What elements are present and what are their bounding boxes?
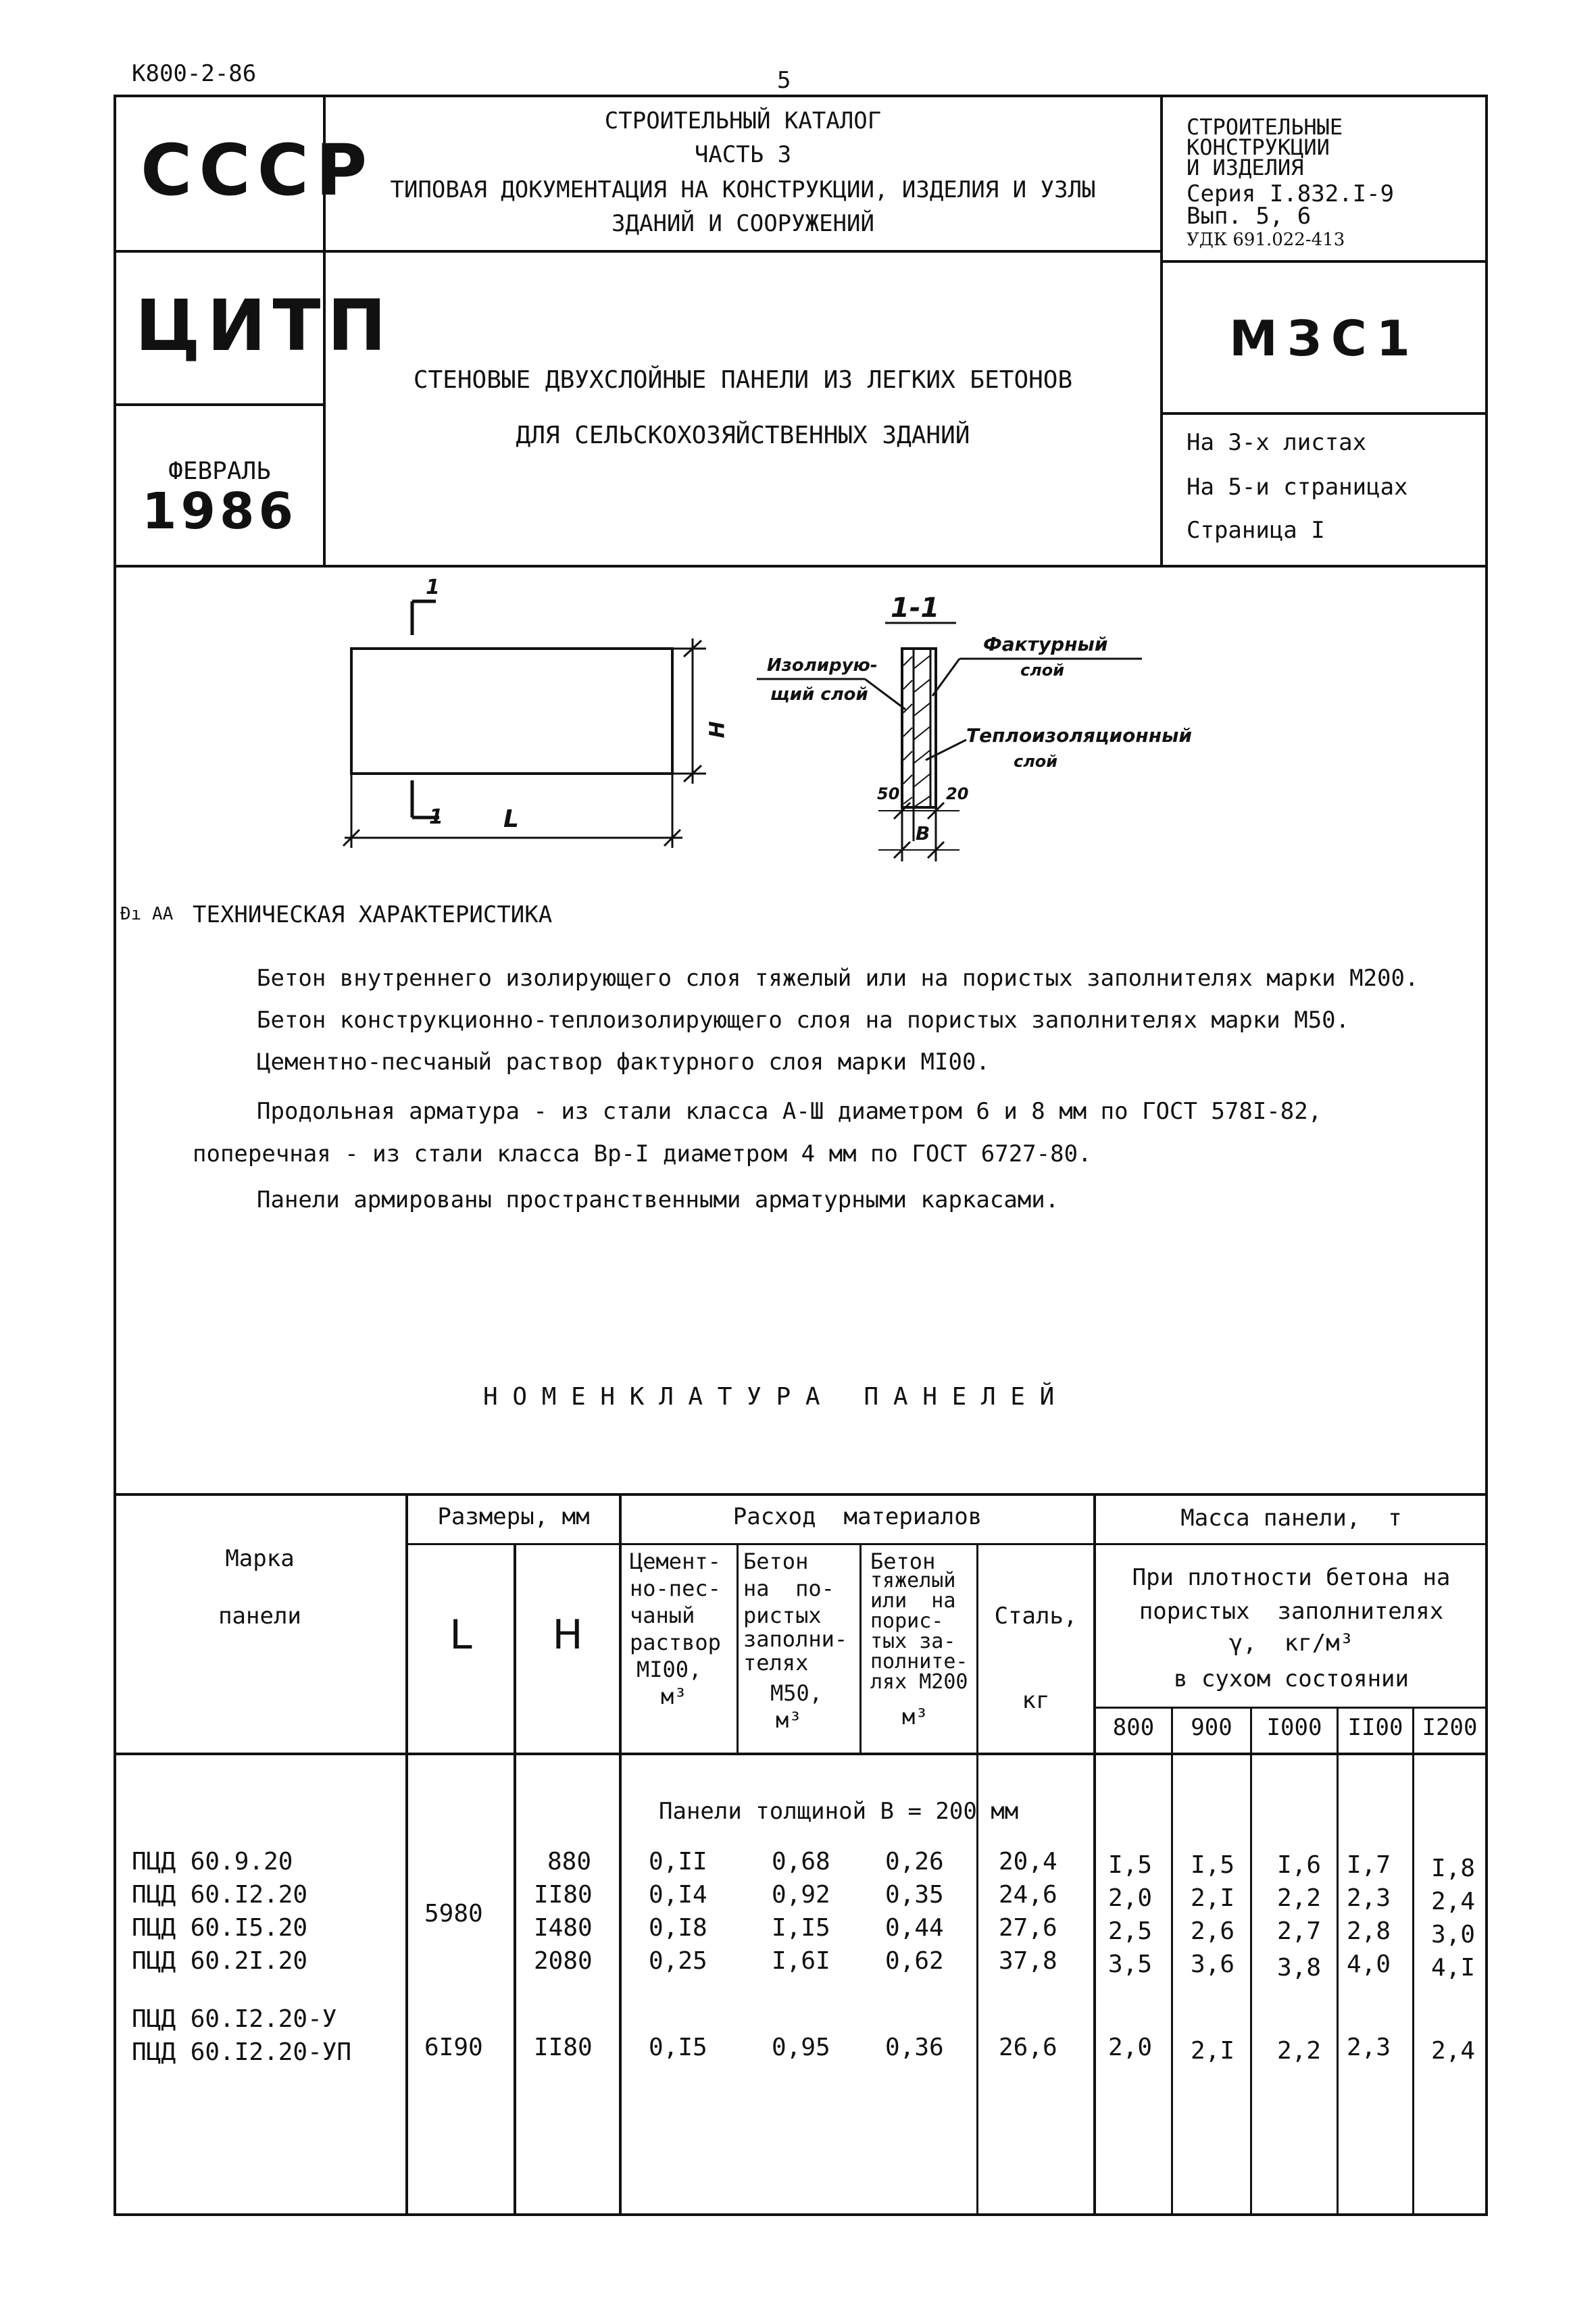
row-mass: I,6 (1277, 1851, 1322, 1879)
header-sizes: Размеры, мм (437, 1503, 590, 1530)
page-count: На 5-и страницах (1187, 474, 1408, 501)
document-title: ДЛЯ СЕЛЬСКОХОЗЯЙСТВЕННЫХ ЗДАНИЙ (516, 422, 970, 449)
header-m200-line: м³ (902, 1704, 928, 1730)
row-steel: 26,6 (999, 2034, 1057, 2061)
header-m50-line: Бетон (743, 1549, 809, 1574)
catalog-line: СТРОИТЕЛЬНЫЙ КАТАЛОГ (604, 107, 882, 134)
header-mortar-line: МI00, (637, 1657, 702, 1682)
header-m200-line: тяжелый (870, 1569, 956, 1592)
row-mass: 2,2 (1277, 2037, 1322, 2065)
thickness-subheader: Панели толщиной В = 200 мм (659, 1798, 1019, 1825)
row-mass: I,7 (1347, 1851, 1391, 1879)
catalog-line: ЗДАНИЙ И СООРУЖЕНИЙ (612, 210, 874, 237)
row-mass: 2,I (1191, 1884, 1235, 1912)
header-mortar-line: м³ (661, 1684, 687, 1709)
row-mass: 3,8 (1277, 1954, 1322, 1982)
row-L: 6I90 (424, 2034, 483, 2061)
series-line: Вып. 5, 6 (1187, 203, 1312, 230)
document-title: СТЕНОВЫЕ ДВУХСЛОЙНЫЕ ПАНЕЛИ ИЗ ЛЕГКИХ БЕТОНОВ (413, 366, 1073, 394)
header-density: γ, кг/м³ (1228, 1630, 1354, 1657)
row-H: 2080 (534, 1947, 593, 1975)
row-mortar: 0,I8 (649, 1914, 707, 1942)
series-line: КОНСТРУКЦИИ (1187, 134, 1330, 160)
header-m200-line: или на (870, 1589, 956, 1613)
row-mass: 2,6 (1191, 1917, 1235, 1945)
row-mark: ПЦД 60.I2.20 (132, 1881, 308, 1909)
row-m50: 0,95 (772, 2034, 830, 2061)
row-mortar: 0,I5 (649, 2034, 707, 2061)
row-m200: 0,36 (885, 2034, 944, 2061)
row-mass: 2,I (1191, 2037, 1235, 2065)
issue-year: 1986 (142, 482, 297, 540)
header-m200-line: полните- (870, 1650, 968, 1674)
header-steel: Сталь, (994, 1603, 1078, 1630)
header-density: в сухом состоянии (1174, 1665, 1409, 1692)
row-mass: 4,I (1431, 1954, 1476, 1982)
header-m50-line: телях (743, 1650, 809, 1676)
row-mark: ПЦД 60.2I.20 (132, 1947, 308, 1975)
row-steel: 20,4 (999, 1848, 1057, 1876)
L-group1: 5980 (424, 1900, 483, 1928)
row-mark: ПЦД 60.I5.20 (132, 1914, 308, 1942)
section-mark-label: 1 (426, 576, 440, 599)
row-m50: 0,92 (772, 1881, 830, 1909)
header-materials: Расход материалов (732, 1503, 982, 1530)
header-mortar-line: но-пес- (630, 1576, 721, 1601)
row-mass: 3,0 (1431, 1921, 1476, 1948)
series-line: УДК 691.022-413 (1187, 230, 1345, 250)
row-m50: 0,68 (772, 1848, 830, 1876)
row-mass: 2,7 (1277, 1917, 1322, 1945)
header-mortar-line: чаный (630, 1603, 695, 1628)
tech-heading: ТЕХНИЧЕСКАЯ ХАРАКТЕРИСТИКА (193, 901, 553, 928)
density-1200: I200 (1422, 1714, 1478, 1741)
header-m50-line: на по- (743, 1576, 834, 1601)
panel-drawing (324, 574, 1203, 865)
density-1100: II00 (1347, 1714, 1403, 1741)
row-mass: 2,0 (1108, 1884, 1153, 1912)
sheet-count: На 3-х листах (1187, 429, 1367, 456)
height-label: Н (705, 721, 730, 738)
row-mark: ПЦД 60.I2.20-УП (132, 2038, 352, 2066)
row-mark: ПЦД 60.I2.20-У (132, 2005, 337, 2033)
tech-line: Бетон конструкционно-теплоизолирующего слоя на пористых заполнителях марки М50. (257, 1007, 1350, 1034)
header-m200-line: Бетон (870, 1549, 936, 1574)
catalog-line: ЧАСТЬ 3 (694, 141, 792, 168)
density-800: 800 (1112, 1714, 1155, 1741)
row-mass: 2,4 (1431, 2037, 1476, 2065)
row-mass: I,5 (1108, 1851, 1153, 1879)
length-label: L (503, 805, 519, 833)
row-steel: 24,6 (999, 1881, 1057, 1909)
row-m200: 0,26 (885, 1848, 944, 1876)
section-mark-label: 1 (429, 805, 443, 829)
header-mortar-line: раствор (630, 1630, 721, 1655)
insulating-layer-label: Изолирую- (767, 655, 878, 676)
series-line: СТРОИТЕЛЬНЫЕ (1187, 114, 1343, 140)
header-m50-line: м³ (776, 1707, 802, 1733)
facing-layer-label: слой (1020, 661, 1065, 680)
facing-layer-label: Фактурный (983, 633, 1108, 655)
section-label: 1-1 (891, 593, 940, 624)
header-mark: панели (218, 1603, 301, 1630)
row-H: I480 (534, 1914, 593, 1942)
doc-code: К800-2-86 (132, 60, 257, 87)
row-m50: I,I5 (772, 1914, 830, 1942)
header-density: пористых заполнителях (1139, 1598, 1444, 1625)
row-steel: 37,8 (999, 1947, 1057, 1975)
row-mass: 4,0 (1347, 1951, 1391, 1978)
row-mortar: 0,II (649, 1848, 707, 1876)
row-m200: 0,62 (885, 1947, 944, 1975)
row-mass: 2,0 (1108, 2034, 1153, 2061)
row-m50: I,6I (772, 1947, 830, 1975)
row-mass: 2,3 (1347, 1884, 1391, 1912)
header-m200-line: тых за- (870, 1630, 956, 1653)
row-mortar: 0,I4 (649, 1881, 707, 1909)
row-mass: 2,3 (1347, 2034, 1391, 2061)
row-H: II80 (534, 2034, 593, 2061)
row-mass: 3,5 (1108, 1951, 1153, 1978)
density-1000: I000 (1266, 1714, 1322, 1741)
series-line: И ИЗДЕЛИЯ (1187, 155, 1304, 180)
row-H: II80 (534, 1881, 593, 1909)
header-steel: кг (1022, 1687, 1050, 1714)
row-mark: ПЦД 60.9.20 (132, 1848, 293, 1876)
nomenclature-title: Н О М Е Н К Л А Т У Р А П А Н Е Л Е Й (483, 1383, 1055, 1411)
thermal-layer-label: слой (1014, 752, 1058, 771)
row-steel: 27,6 (999, 1914, 1057, 1942)
row-mass: 2,8 (1347, 1917, 1391, 1945)
header-mark: Марка (225, 1545, 295, 1572)
tech-line: Бетон внутреннего изолирующего слоя тяжелый или на пористых заполнителях марки М200. (257, 965, 1419, 992)
page-number: 5 (777, 67, 791, 94)
ussr-label: СССР (141, 129, 374, 211)
header-mortar-line: Цемент- (630, 1549, 721, 1574)
row-mass: 2,4 (1431, 1888, 1476, 1915)
tech-line: Панели армированы пространственными арматурными каркасами. (257, 1186, 1059, 1213)
catalog-line: ТИПОВАЯ ДОКУМЕНТАЦИЯ НА КОНСТРУКЦИИ, ИЗДЕЛИЯ И УЗЛЫ (390, 176, 1096, 203)
tech-line: поперечная - из стали класса Вр-I диаметром 4 мм по ГОСТ 6727-80. (193, 1140, 1092, 1167)
row-mass: I,5 (1191, 1851, 1235, 1879)
density-900: 900 (1191, 1714, 1232, 1741)
header-H: Н (552, 1611, 583, 1659)
row-mortar: 0,25 (649, 1947, 707, 1975)
dim-20-label: 20 (946, 784, 969, 803)
row-m200: 0,44 (885, 1914, 944, 1942)
row-mass: 2,2 (1277, 1884, 1322, 1912)
issue-month: ФЕВРАЛЬ (168, 457, 271, 485)
side-mark: Ðı АА (120, 904, 174, 924)
dim-b-label: В (916, 822, 930, 845)
current-page: Страница I (1187, 517, 1325, 544)
header-m200-line: лях М200 (870, 1670, 968, 1694)
header-m200-line: порис- (870, 1609, 944, 1633)
header-density: При плотности бетона на (1132, 1564, 1451, 1591)
mark-code: МЗС1 (1229, 310, 1420, 367)
header-m50-line: М50, (770, 1680, 823, 1706)
tech-line: Продольная арматура - из стали класса А-Ш диаметром 6 и 8 мм по ГОСТ 578I-82, (257, 1098, 1322, 1125)
tech-line: Цементно-песчаный раствор фактурного слоя марки МI00. (257, 1049, 990, 1076)
series-line: Серия I.832.I-9 (1187, 180, 1395, 207)
row-mass: I,8 (1431, 1855, 1476, 1882)
row-m200: 0,35 (885, 1881, 944, 1909)
panel-elevation (351, 649, 672, 774)
citp-label: ЦИТП (135, 284, 393, 367)
row-mass: 3,6 (1191, 1951, 1235, 1978)
dim-50-label: 50 (877, 784, 900, 803)
insulating-layer-label: щий слой (770, 684, 868, 705)
thermal-layer-label: Теплоизоляционный (966, 724, 1193, 747)
header-L: L (449, 1611, 472, 1659)
header-m50-line: заполни- (743, 1626, 848, 1652)
row-H: 880 (547, 1848, 592, 1876)
header-m50-line: ристых (743, 1603, 822, 1628)
header-mass: Масса панели, т (1180, 1505, 1402, 1532)
row-mass: 2,5 (1108, 1917, 1153, 1945)
